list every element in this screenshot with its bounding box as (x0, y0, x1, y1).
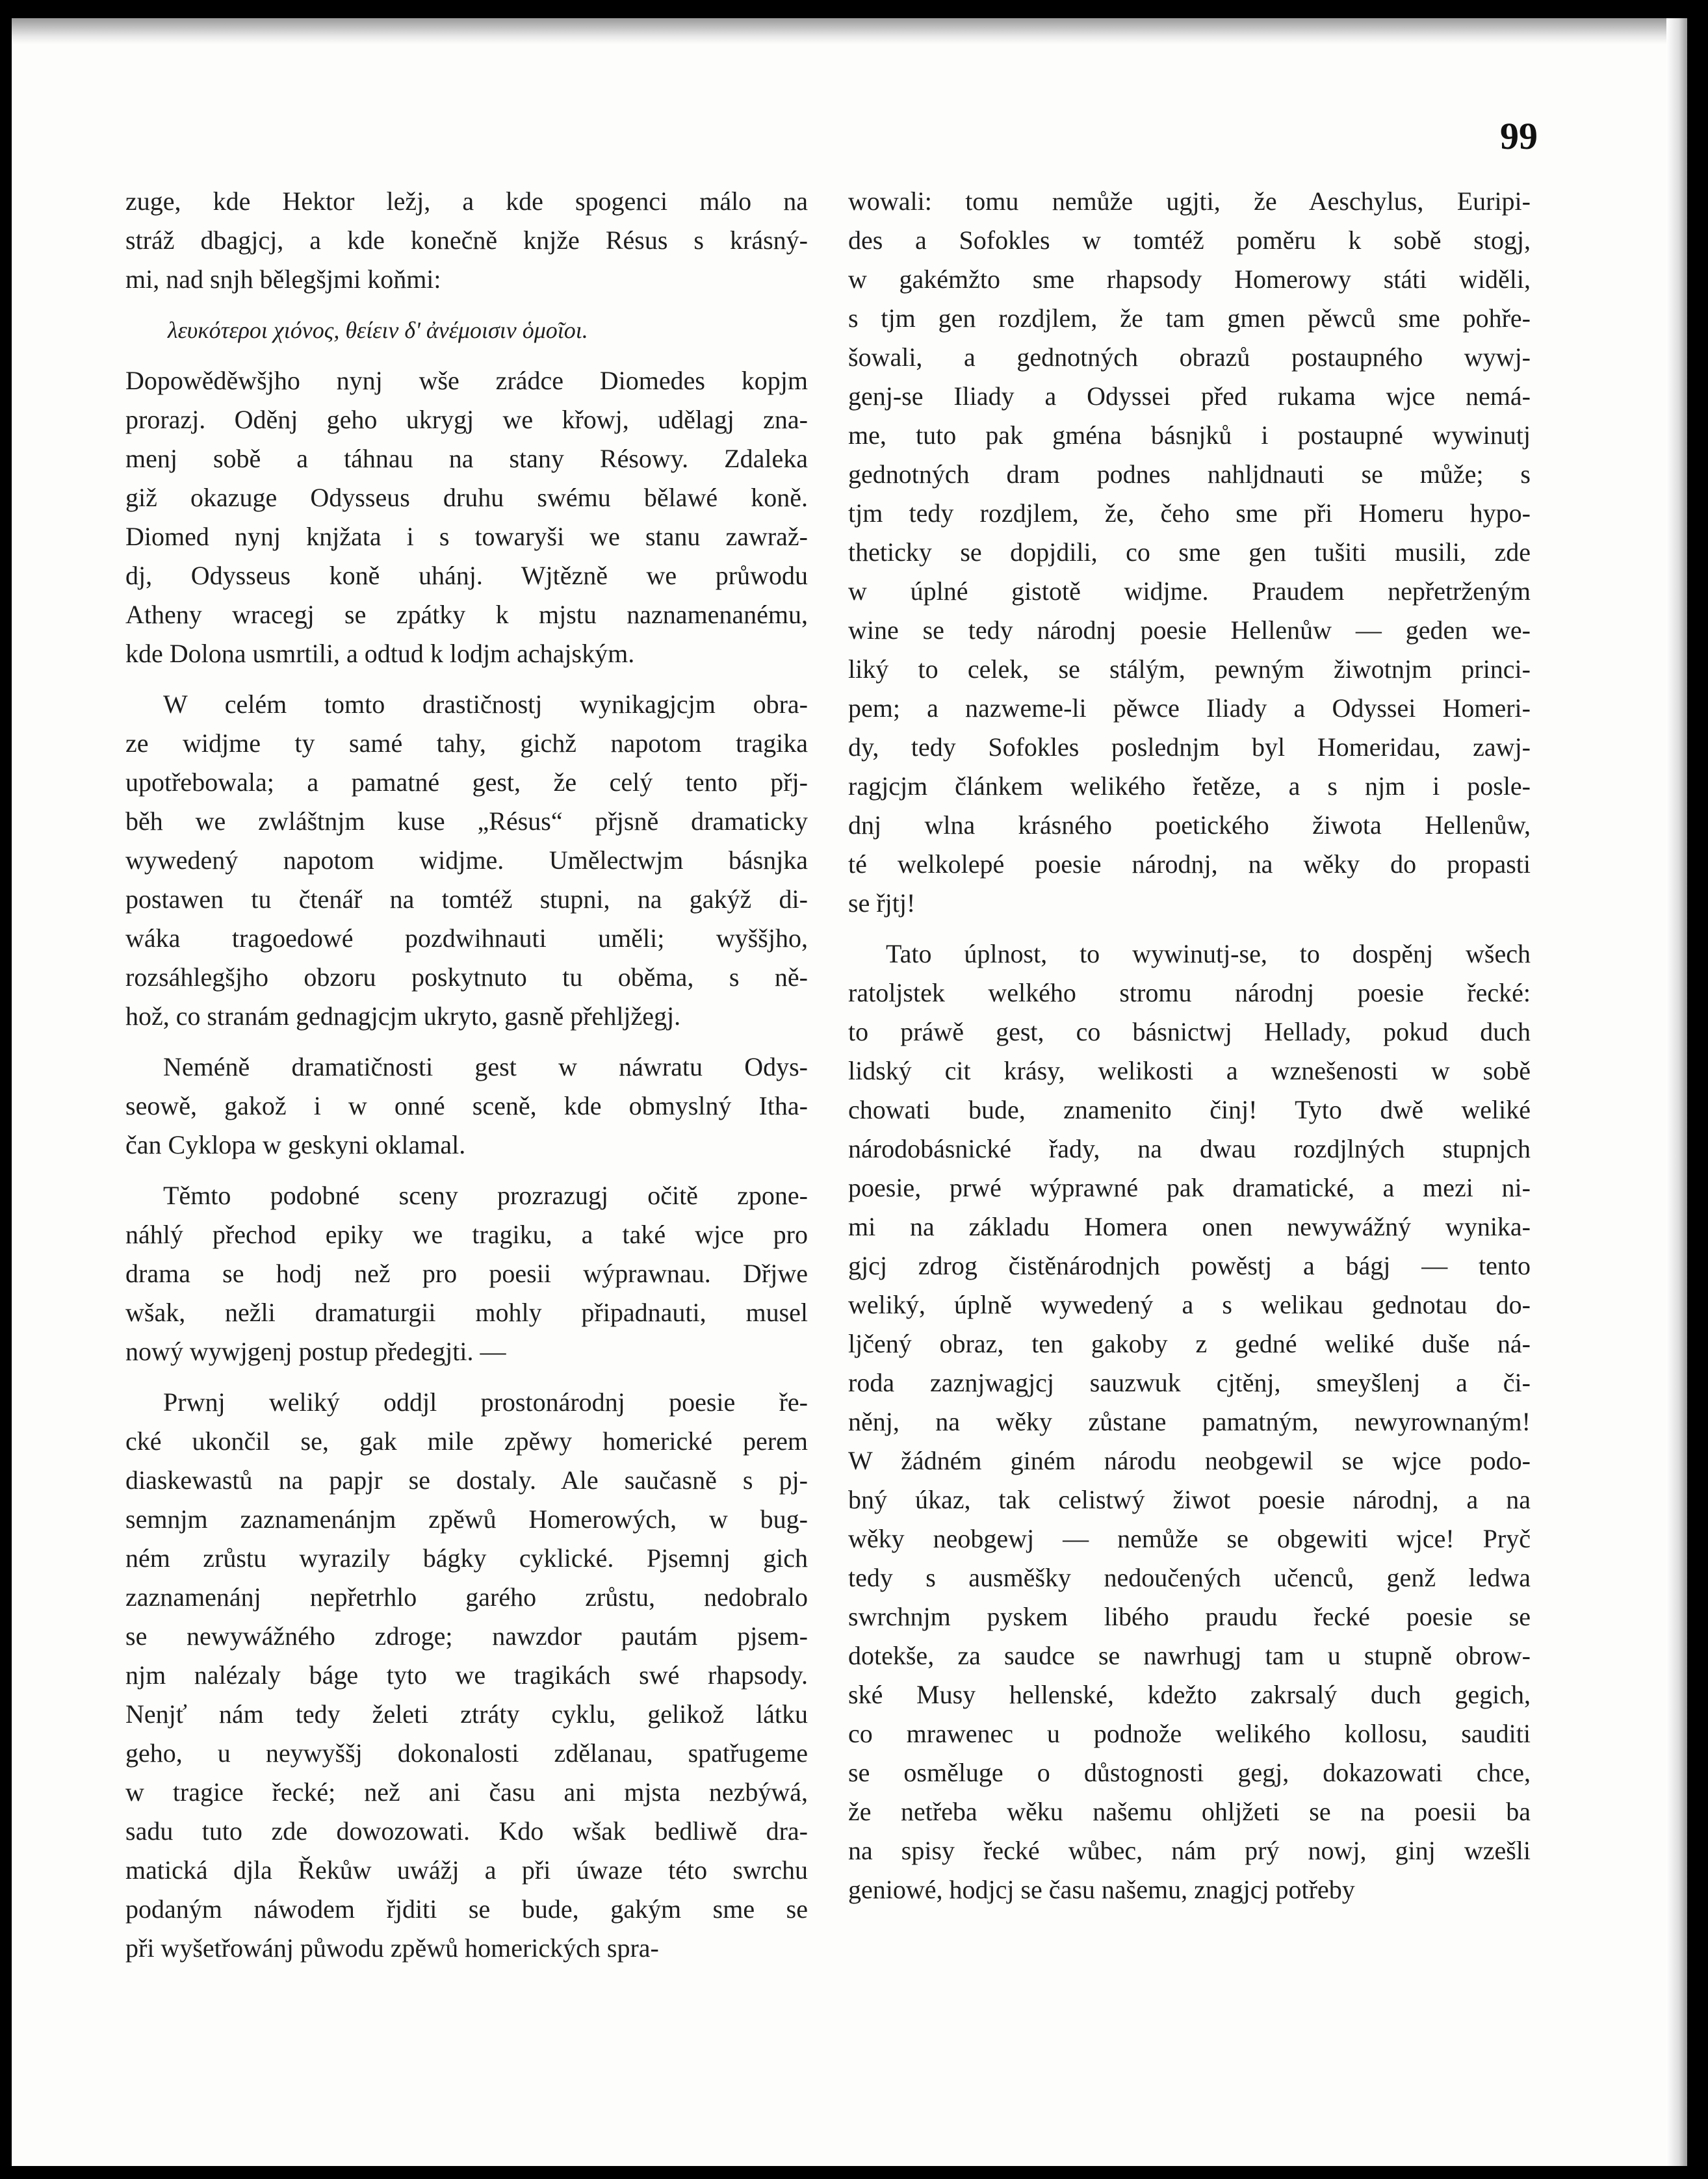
text-line: wáka tragoedowé pozdwihnauti uměli; wyššjho, (125, 923, 808, 953)
text-line: na spisy řecké wůbec, nám prý nowj, ginj wzešli (848, 1836, 1531, 1865)
text-line: kde Dolona usmrtili, a odtud k lodjm achajským. (125, 639, 635, 668)
left-column (125, 182, 808, 1968)
text-line: dnj wlna krásného poetického žiwota Hellenůw, (848, 810, 1531, 840)
right-column (848, 182, 1531, 1909)
text-line: se newywážného zdroge; nawzdor pautám pjsem- (125, 1621, 808, 1651)
text-line: to práwě gest, co básnictwj Hellady, pokud duch (848, 1017, 1531, 1046)
text-line: náhlý přechod epiky we tragiku, a také wjce pro (125, 1220, 808, 1249)
scan-shadow-right (1666, 18, 1687, 2166)
text-line: že netřeba wěku našemu ohljžeti se na poesii ba (848, 1797, 1531, 1826)
text-line: dy, tedy Sofokles poslednjm byl Homeridau, zawj- (848, 732, 1531, 762)
text-line: geho, u neywyššj dokonalosti zdělanau, spatřugeme (125, 1738, 808, 1768)
text-line: wine se tedy národnj poesie Hellenůw — geden we- (848, 615, 1531, 645)
text-line: drama se hodj než pro poesii wýprawnau. Dřjwe (125, 1259, 808, 1288)
text-line: geniowé, hodjcj se času našemu, znagjcj potřeby (848, 1875, 1355, 1904)
text-line: postawen tu čtenář na tomtéž stupni, na gakýž di- (125, 884, 808, 914)
text-line: Dopowěděwšjho nynj wše zrádce Diomedes kopjm (125, 366, 808, 395)
text-line: bný úkaz, tak celistwý žiwot poesie národnj, a na (848, 1485, 1531, 1514)
text-line: šowali, a gednotných obrazů postaupného wywj- (848, 342, 1531, 372)
text-line: ze widjme ty samé tahy, gichž napotom tragika (125, 728, 808, 758)
text-line: upotřebowala; a pamatné gest, že celý tento přj- (125, 767, 808, 797)
text-line: něnj, na wěky zůstane pamatným, newyrownaným! (848, 1407, 1531, 1436)
greek-quote-line: λευκότεροι χιόνος, θείειν δ' ἀνέμοισιν ὁμοῖοι. (168, 317, 588, 343)
text-line: ratoljstek welkého stromu národnj poesie řecké: (848, 978, 1531, 1007)
text-line: W celém tomto drastičnostj wynikagjcjm obra- (163, 690, 808, 719)
text-line: se osměluge o důstognosti gegj, dokazowati chce, (848, 1758, 1531, 1787)
text-line: poesie, prwé wýprawné pak dramatické, a mezi ni- (848, 1173, 1531, 1202)
text-line: lidský cit krásy, welikosti a wznešenosti w sobě (848, 1056, 1531, 1085)
text-line: dotekše, za saudce se nawrhugj tam u stupně obrow- (848, 1641, 1531, 1670)
text-line: genj-se Iliady a Odyssei před rukama wjce nemá- (848, 381, 1531, 411)
text-line: me, tuto pak gména básnjků i postaupné wywinutj (848, 420, 1531, 450)
text-line: prorazj. Oděnj geho ukrygj we křowj, udělagj zna- (125, 405, 808, 434)
text-line: w úplné gistotě widjme. Praudem nepřetrženým (848, 576, 1531, 606)
text-line: pem; a nazweme-li pěwce Iliady a Odyssei Homeri- (848, 693, 1531, 723)
text-line: podaným náwodem řjditi se bude, gakým sme se (125, 1894, 808, 1924)
text-line: Nenjť nám tedy želeti ztráty cyklu, gelikož látku (125, 1699, 808, 1729)
text-line: ném zrůstu wyrazily bágky cyklické. Pjsemnj gich (125, 1543, 808, 1573)
text-line: se řjtj! (848, 888, 916, 918)
paragraph-gap (125, 299, 808, 311)
text-line: běh we zwláštnjm kuse „Résus“ přjsně dramaticky (125, 806, 808, 836)
paragraph (125, 182, 808, 299)
text-line: diaskewastů na papjr se dostaly. Ale saučasně s pj- (125, 1465, 808, 1495)
paragraph-gap (125, 1371, 808, 1383)
text-line: Těmto podobné sceny prozrazugj očitě zpone- (163, 1181, 808, 1210)
text-line: njm nalézaly báge tyto we tragikách swé rhapsody. (125, 1660, 808, 1690)
paragraph-gap (125, 1036, 808, 1048)
paragraph (125, 1048, 808, 1165)
text-line: stráž dbagjcj, a kde konečně knjže Résus s krásný- (125, 226, 808, 255)
text-line: gednotných dram podnes nahljdnauti se může; s (848, 459, 1531, 489)
paragraph (125, 361, 808, 673)
text-line: giž okazuge Odysseus druhu swému bělawé koně. (125, 483, 808, 512)
paragraph-gap (848, 923, 1531, 935)
text-line: des a Sofokles w tomtéž poměru k sobě stogj, (848, 226, 1531, 255)
text-line: ské Musy hellenské, kdežto zakrsalý duch gegich, (848, 1680, 1531, 1709)
text-line: mi, nad snjh bělegšjmi koňmi: (125, 264, 441, 294)
text-line: tjm tedy rozdjlem, že, čeho sme při Homeru hypo- (848, 498, 1531, 528)
text-line: čan Cyklopa w geskyni oklamal. (125, 1130, 466, 1159)
paragraph (125, 1176, 808, 1371)
text-line: zuge, kde Hektor ležj, a kde spogenci málo na (125, 187, 808, 216)
text-line: tedy s ausměšky nedoučených učenců, genž ledwa (848, 1563, 1531, 1592)
text-line: cké ukončil se, gak mile zpěwy homerické perem (125, 1426, 808, 1456)
text-line: wowali: tomu nemůže ugjti, že Aeschylus, Euripi- (848, 187, 1531, 216)
text-line: sadu tuto zde dowozowati. Kdo wšak bedliwě dra- (125, 1816, 808, 1846)
text-line: theticky se dopjdili, co sme gen tušiti musili, zde (848, 537, 1531, 567)
text-line: Tato úplnost, to wywinutj-se, to dospěnj wšech (886, 939, 1531, 968)
paragraph (848, 182, 1531, 923)
text-line: rozsáhlegšjho obzoru poskytnuto tu oběma, s ně- (125, 962, 808, 992)
text-line: matická djla Řekůw uwážj a při úwaze této swrchu (125, 1855, 808, 1885)
text-line: s tjm gen rozdjlem, že tam gmen pěwců sme pohře- (848, 303, 1531, 333)
text-line: chowati bude, znamenito činj! Tyto dwě weliké (848, 1095, 1531, 1124)
text-line: co mrawenec u podnože welikého kollosu, sauditi (848, 1719, 1531, 1748)
text-line: Diomed nynj knjžata i s towaryši we stanu zawraž- (125, 522, 808, 551)
text-line: hož, co stranám gednagjcjm ukryto, gasně přehljžegj. (125, 1001, 681, 1031)
page-number: 99 (1500, 115, 1538, 157)
text-line: w tragice řecké; než ani času ani mjsta nezbýwá, (125, 1777, 808, 1807)
book-page (12, 18, 1687, 2166)
text-line: národobásnické řady, na dwau rozdjlných stupnjch (848, 1134, 1531, 1163)
text-line: W žádném giném národu neobgewil se wjce podo- (848, 1446, 1531, 1475)
text-line: nowý wywjgenj postup předegjti. — (125, 1337, 506, 1366)
paragraph (125, 1383, 808, 1968)
text-line: roda zaznjwagjcj sauzwuk cjtěnj, smeyšlenj a či- (848, 1368, 1531, 1397)
text-line: weliký, úplně wywedený a s welikau gednotau do- (848, 1290, 1531, 1319)
text-line: wšak, nežli dramaturgii mohly připadnauti, musel (125, 1298, 808, 1327)
text-line: menj sobě a táhnau na stany Résowy. Zdaleka (125, 444, 808, 473)
text-line: wěky neobgewj — nemůže se obgewiti wjce! Pryč (848, 1524, 1531, 1553)
text-line: Neméně dramatičnosti gest w náwratu Odys- (163, 1052, 808, 1081)
text-line: mi na základu Homera onen newywážný wynika- (848, 1212, 1531, 1241)
text-line: w gakémžto sme rhapsody Homerowy státi widěli, (848, 264, 1531, 294)
text-line: swrchnjm pyskem libého praudu řecké poesie se (848, 1602, 1531, 1631)
text-line: Atheny wracegj se zpátky k mjstu naznamenanému, (125, 600, 808, 629)
paragraph (125, 685, 808, 1036)
paragraph-gap (125, 1165, 808, 1176)
text-line: gjcj zdrog čistěnárodnjch powěstj a bágj — tento (848, 1251, 1531, 1280)
text-line: té welkolepé poesie národnj, na wěky do propasti (848, 849, 1531, 879)
text-line: Prwnj weliký oddjl prostonárodnj poesie ře- (163, 1387, 808, 1417)
text-line: seowě, gakož i w onné sceně, kde obmyslný Itha- (125, 1091, 808, 1120)
text-line: ragjcjm článkem welikého řetěze, a s njm i posle- (848, 771, 1531, 801)
text-line: liký to celek, se stálým, pewným žiwotnjm princi- (848, 654, 1531, 684)
paragraph-gap (125, 350, 808, 361)
text-line: wywedený napotom widjme. Umělectwjm básnjka (125, 845, 808, 875)
text-line: ljčený obraz, ten gakoby z gedné weliké duše ná- (848, 1329, 1531, 1358)
paragraph-gap (125, 673, 808, 685)
text-line: zaznamenánj nepřetrhlo garého zrůstu, nedobralo (125, 1582, 808, 1612)
paragraph (848, 935, 1531, 1909)
text-line: semnjm zaznamenánjm zpěwů Homerowých, w bug- (125, 1504, 808, 1534)
text-line: dj, Odysseus koně uhánj. Wjtězně we průwodu (125, 561, 808, 590)
scan-shadow-top (12, 18, 1687, 44)
text-line: při wyšetřowánj půwodu zpěwů homerických spra- (125, 1933, 659, 1963)
